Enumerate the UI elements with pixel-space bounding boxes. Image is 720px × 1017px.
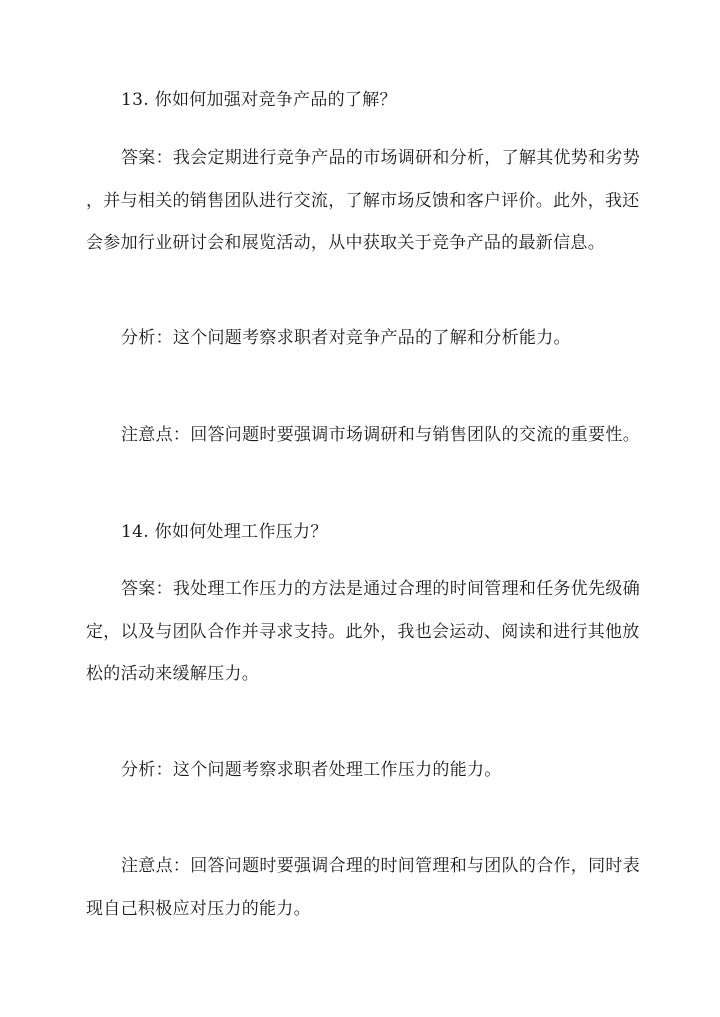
question-14-heading: 14. 你如何处理工作压力？ — [121, 522, 328, 542]
answer-14-line-3: 松的活动来缓解压力。 — [86, 664, 259, 684]
analysis-14: 分析：这个问题考察求职者处理工作压力的能力。 — [121, 760, 502, 780]
question-13-heading: 13. 你如何加强对竞争产品的了解？ — [121, 90, 397, 110]
analysis-13: 分析：这个问题考察求职者对竞争产品的了解和分析能力。 — [121, 328, 571, 348]
notes-14-line-2: 现自己积极应对压力的能力。 — [86, 899, 311, 919]
answer-13-line-1: 答案：我会定期进行竞争产品的市场调研和分析，了解其优势和劣势 — [121, 148, 640, 168]
answer-14-line-2: 定，以及与团队合作并寻求支持。此外，我也会运动、阅读和进行其他放 — [86, 622, 640, 642]
answer-13-line-2: ，并与相关的销售团队进行交流，了解市场反馈和客户评价。此外，我还 — [86, 191, 640, 211]
answer-13-line-3: 会参加行业研讨会和展览活动，从中获取关于竞争产品的最新信息。 — [86, 233, 605, 253]
notes-14-line-1: 注意点：回答问题时要强调合理的时间管理和与团队的合作，同时表 — [121, 856, 640, 876]
answer-14-line-1: 答案：我处理工作压力的方法是通过合理的时间管理和任务优先级确 — [121, 579, 640, 599]
notes-13-line-1: 注意点：回答问题时要强调市场调研和与销售团队的交流的重要性。 — [121, 425, 640, 445]
